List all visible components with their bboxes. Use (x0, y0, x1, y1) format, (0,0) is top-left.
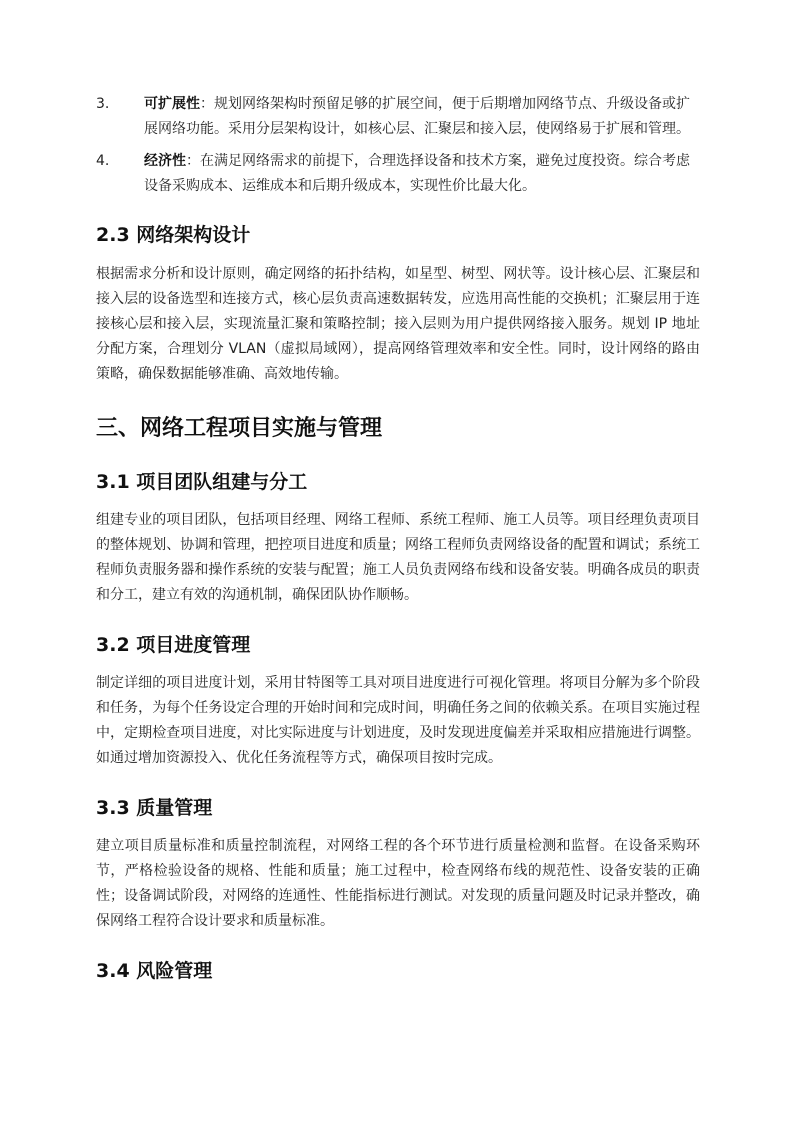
section-body-2-3: 根据需求分析和设计原则，确定网络的拓扑结构，如星型、树型、网状等。设计核心层、汇聚层和接入层的设备选型和连接方式，核心层负责高速数据转发，应选用高性能的交换机；汇聚层用于连接核心层和接入层，实现流量汇聚和策略控制；接入层则为用户提供网络接入服务。规划 IP 地址分配方案，合理划分 VLAN（虚拟局域网），提高网络管理效率和安全性。同时，设计网络的路由策略，确保数据能够准确、高效地传输。 (96, 266, 700, 382)
section-body-3-1: 组建专业的项目团队，包括项目经理、网络工程师、系统工程师、施工人员等。项目经理负责项目的整体规划、协调和管理，把控项目进度和质量；网络工程师负责网络设备的配置和调试；系统工程师负责服务器和操作系统的安装与配置；施工人员负责网络布线和设备安装。明确各成员的职责和分工，建立有效的沟通机制，确保团队协作顺畅。 (96, 512, 700, 603)
list-body (144, 92, 700, 142)
section-body-3-2: 制定详细的项目进度计划，采用甘特图等工具对项目进度进行可视化管理。将项目分解为多个阶段和任务，为每个任务设定合理的开始时间和完成时间，明确任务之间的依赖关系。在项目实施过程中，定期检查项目进度，对比实际进度与计划进度，及时发现进度偏差并采取相应措施进行调整。如通过增加资源投入、优化任务流程等方式，确保项目按时完成。 (96, 675, 700, 766)
list-item-economy (96, 149, 700, 199)
list-term: 经济性 (144, 153, 186, 169)
section-heading-3-2: 3.2 项目进度管理 (96, 634, 251, 656)
list-body (144, 149, 700, 199)
chapter-heading-3: 三、网络工程项目实施与管理 (96, 416, 383, 441)
list-number: 4. (96, 153, 110, 169)
list-text: ：在满足网络需求的前提下，合理选择设备和技术方案，避免过度投资。综合考虑设备采购成本、运维成本和后期升级成本，实现性价比最大化。 (144, 153, 690, 194)
section-heading-3-4: 3.4 风险管理 (96, 960, 213, 982)
section-body-3-3: 建立项目质量标准和质量控制流程，对网络工程的各个环节进行质量检测和监督。在设备采购环节，严格检验设备的规格、性能和质量；施工过程中，检查网络布线的规范性、设备安装的正确性；设备调试阶段，对网络的连通性、性能指标进行测试。对发现的质量问题及时记录并整改，确保网络工程符合设计要求和质量标准。 (96, 838, 700, 929)
section-heading-3-3: 3.3 质量管理 (96, 797, 213, 819)
document-page (96, 92, 700, 985)
list-term: 可扩展性 (144, 96, 200, 112)
list-number: 3. (96, 96, 110, 112)
list-text: ：规划网络架构时预留足够的扩展空间，便于后期增加网络节点、升级设备或扩展网络功能。采用分层架构设计，如核心层、汇聚层和接入层，使网络易于扩展和管理。 (144, 96, 690, 137)
section-heading-2-3: 2.3 网络架构设计 (96, 224, 251, 246)
list-item-scalability (96, 92, 700, 142)
section-heading-3-1: 3.1 项目团队组建与分工 (96, 471, 308, 493)
